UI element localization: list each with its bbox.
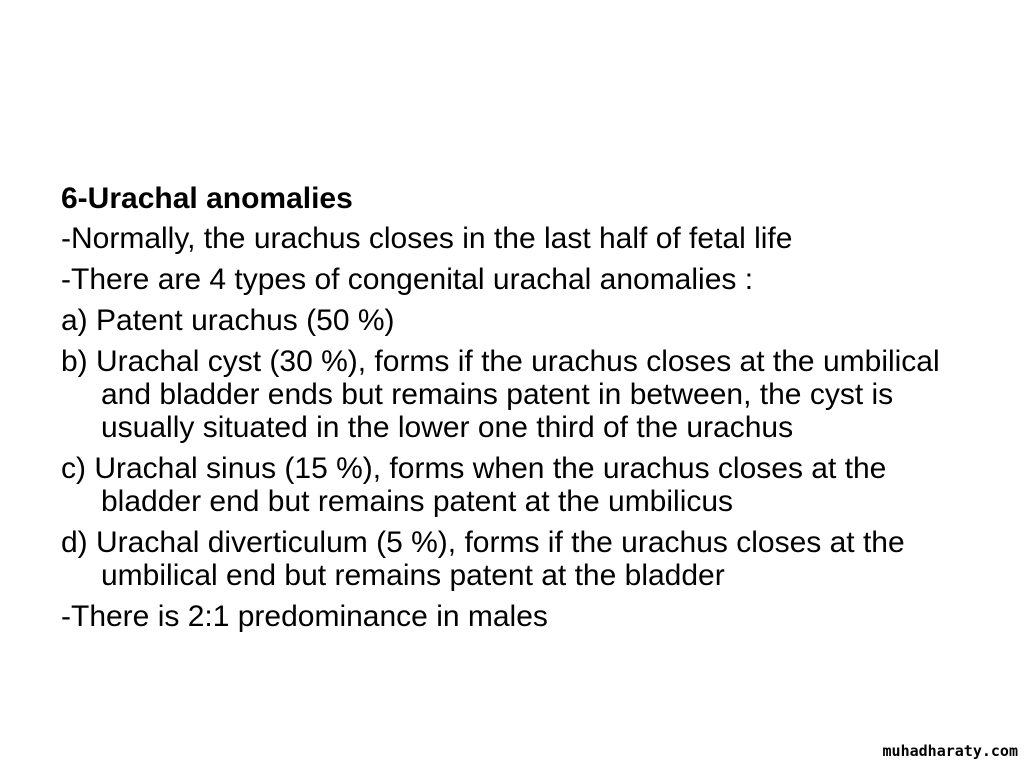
list-item-d: d) Urachal diverticulum (5 %), forms if the urachus closes at the umbilical end but remains patent at the bladder: [61, 526, 905, 592]
list-item-a: a) Patent urachus (50 %): [61, 304, 395, 337]
watermark-text: muhadharaty.com: [882, 742, 1018, 760]
line-types: -There are 4 types of congenital urachal anomalies :: [61, 263, 754, 296]
slide-title: 6-Urachal anomalies: [61, 182, 353, 215]
line-predominance: -There is 2:1 predominance in males: [61, 600, 548, 633]
list-item-c: c) Urachal sinus (15 %), forms when the urachus closes at the bladder end but remains patent at the umbilicus: [61, 452, 887, 518]
list-item-b: b) Urachal cyst (30 %), forms if the urachus closes at the umbilical and bladder ends but remains patent in between, the cyst is usually situated in the lower one third of the urachus: [61, 345, 940, 444]
line-normally: -Normally, the urachus closes in the last half of fetal life: [61, 222, 793, 255]
slide-content: [61, 180, 961, 641]
